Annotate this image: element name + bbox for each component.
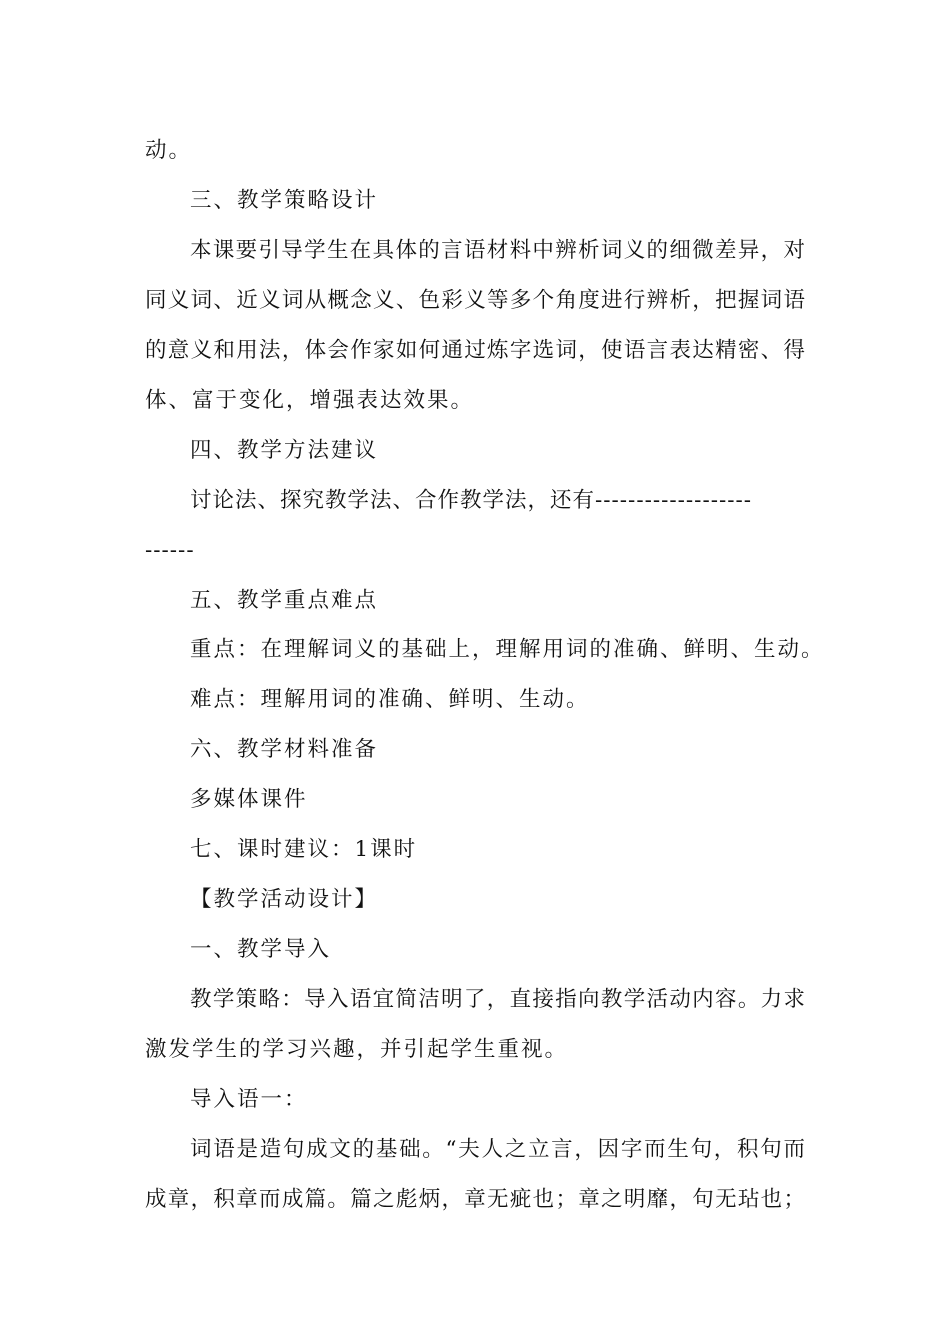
section-heading: 六、教学材料准备 xyxy=(190,737,379,762)
paragraph-line: 难点：理解用词的准确、鲜明、生动。 xyxy=(190,687,590,712)
paragraph-line: 成章，积章而成篇。篇之彪炳，章无疵也；章之明靡，句无玷也； xyxy=(145,1187,805,1212)
paragraph-line: 重点：在理解词义的基础上，理解用词的准确、鲜明、生动。 xyxy=(190,637,825,662)
paragraph-line: 教学策略：导入语宜简洁明了，直接指向教学活动内容。力求 xyxy=(190,987,805,1012)
section-heading: 一、教学导入 xyxy=(190,937,332,962)
paragraph-line: 激发学生的学习兴趣，并引起学生重视。 xyxy=(145,1037,569,1062)
paragraph-line: ------ xyxy=(145,538,195,563)
section-heading: 三、教学策略设计 xyxy=(190,188,379,213)
paragraph-line: 多媒体课件 xyxy=(190,787,308,812)
paragraph-line: 的意义和用法，体会作家如何通过炼字选词，使语言表达精密、得 xyxy=(145,338,805,363)
paragraph-line: 体、富于变化，增强表达效果。 xyxy=(145,388,475,413)
section-heading: 【教学活动设计】 xyxy=(190,887,379,912)
paragraph-line: 同义词、近义词从概念义、色彩义等多个角度进行辨析，把握词语 xyxy=(145,288,805,313)
section-heading: 五、教学重点难点 xyxy=(190,588,379,613)
paragraph-line: 讨论法、探究教学法、合作教学法，还有------------------- xyxy=(190,488,753,513)
text-line: 动。 xyxy=(145,138,193,163)
paragraph-line: 本课要引导学生在具体的言语材料中辨析词义的细微差异，对 xyxy=(190,238,805,263)
section-heading: 四、教学方法建议 xyxy=(190,438,379,463)
paragraph-line: 词语是造句成文的基础。“夫人之立言，因字而生句，积句而 xyxy=(190,1137,805,1162)
paragraph-line: 导入语一： xyxy=(190,1087,308,1112)
section-heading: 七、课时建议：1课时 xyxy=(190,837,418,862)
